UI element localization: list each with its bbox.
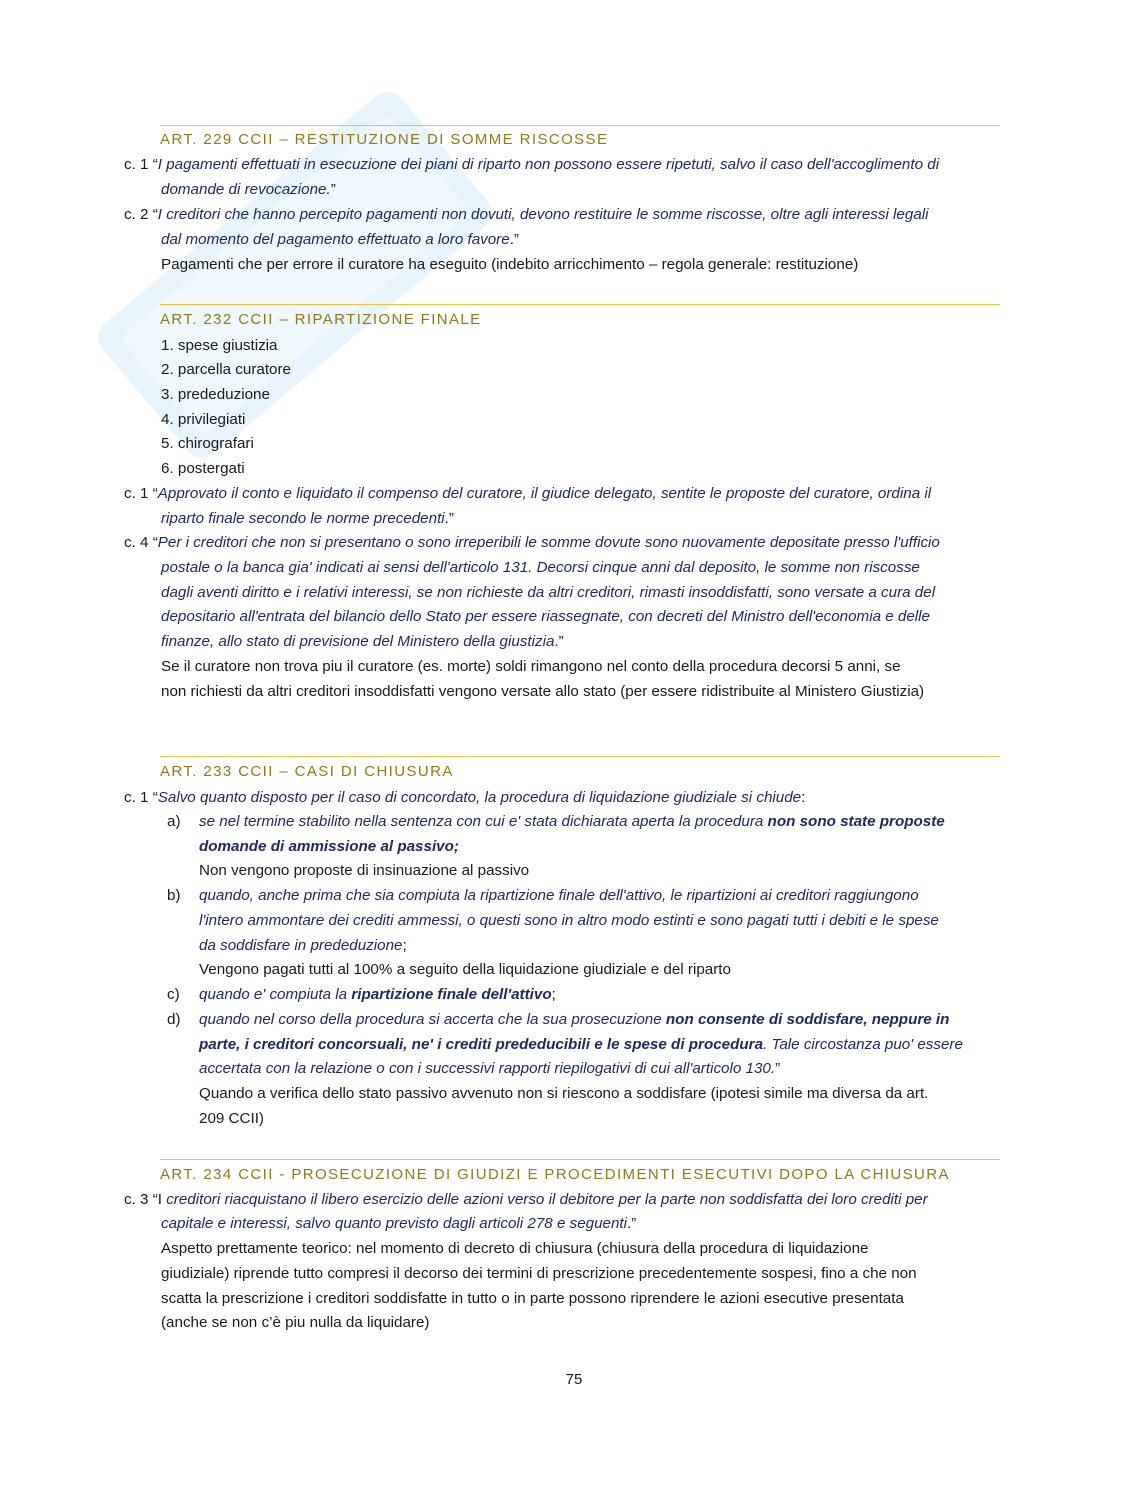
section-rule	[160, 1159, 1000, 1160]
list-item: 6. postergati	[161, 460, 245, 477]
section-rule	[160, 125, 1000, 126]
list-item: 1. spese giustizia	[161, 337, 278, 354]
list-item: 2. parcella curatore	[161, 361, 292, 378]
item-b-cont: l'intero ammontare dei crediti ammessi, o questi sono in altro modo estinti e sono pagati tutti i debiti e le spese	[199, 912, 939, 929]
paragraph-232-c4-cont: dagli aventi diritto e i relativi interessi, se non richieste da altri creditori, rimasti insoddisfatti, sono versate a cura del	[161, 584, 936, 601]
paragraph-232-c4-cont: postale o la banca gia' indicati ai sensi dell'articolo 131. Decorsi cinque anni dal deposito, le somme non riscosse	[161, 559, 920, 576]
item-d-cont: parte, i creditori concorsuali, ne' i crediti prededucibili e le spese di procedura. Tale circostanza puo' essere	[199, 1036, 963, 1053]
item-label-d: d)	[167, 1011, 181, 1028]
note-232-cont: non richiesti da altri creditori insoddisfatti vengono versate allo stato (per essere ridistribuite al Ministero Giustizia)	[161, 683, 925, 700]
section-rule	[160, 756, 1000, 757]
note-234-cont: scatta la prescrizione i creditori soddisfatte in tutto o in parte possono riprendere le azioni esecutive presentata	[161, 1290, 904, 1307]
paragraph-229-c2-cont: dal momento del pagamento effettuato a loro favore.”	[161, 231, 519, 248]
section-title-229: ART. 229 CCII – RESTITUZIONE DI SOMME RISCOSSE	[160, 131, 609, 148]
item-d-note-cont: 209 CCII)	[199, 1110, 264, 1127]
item-a-cont: domande di ammissione al passivo;	[199, 838, 459, 855]
note-234: Aspetto prettamente teorico: nel momento di decreto di chiusura (chiusura della procedura di liquidazione	[161, 1240, 869, 1257]
note-229: Pagamenti che per errore il curatore ha eseguito (indebito arricchimento – regola generale: restituzione)	[161, 256, 859, 273]
paragraph-229-c1-cont: domande di revocazione.”	[161, 181, 336, 198]
item-label-a: a)	[167, 813, 181, 830]
paragraph-232-c1: c. 1 “Approvato il conto e liquidato il compenso del curatore, il giudice delegato, sentite le proposte del curatore, ordina il	[124, 485, 932, 502]
paragraph-232-c4: c. 4 “Per i creditori che non si presentano o sono irreperibili le somme dovute sono nuovamente depositate presso l'ufficio	[124, 534, 940, 551]
item-label-c: c)	[167, 986, 180, 1003]
section-title-232: ART. 232 CCII – RIPARTIZIONE FINALE	[160, 311, 482, 328]
paragraph-229-c2: c. 2 “I creditori che hanno percepito pagamenti non dovuti, devono restituire le somme riscosse, oltre agli interessi legali	[124, 206, 929, 223]
item-label-b: b)	[167, 887, 181, 904]
note-234-cont: giudiziale) riprende tutto compresi il decorso dei termini di prescrizione precedentemente sospesi, fino a che non	[161, 1265, 917, 1282]
paragraph-229-c1: c. 1 “I pagamenti effettuati in esecuzione dei piani di riparto non possono essere ripetuti, salvo il caso dell'accoglimento di	[124, 156, 940, 173]
paragraph-232-c4-cont: depositario all'entrata del bilancio dello Stato per essere riassegnate, con decreti del Ministro dell'economia e delle	[161, 608, 930, 625]
item-d-cont: accertata con la relazione o con i successivi rapporti riepilogativi di cui all'articolo 130.”	[199, 1060, 781, 1077]
paragraph-234-c3-cont: capitale e interessi, salvo quanto previsto dagli articoli 278 e seguenti.”	[161, 1215, 637, 1232]
note-234-cont: (anche se non c’è piu nulla da liquidare)	[161, 1314, 430, 1331]
item-b-cont: da soddisfare in prededuzione;	[199, 937, 407, 954]
section-title-234: ART. 234 CCII - PROSECUZIONE DI GIUDIZI E PROCEDIMENTI ESECUTIVI DOPO LA CHIUSURA	[160, 1166, 950, 1183]
item-d-note: Quando a verifica dello stato passivo avvenuto non si riescono a soddisfare (ipotesi simile ma diversa da art.	[199, 1085, 929, 1102]
item-b-note: Vengono pagati tutti al 100% a seguito della liquidazione giudiziale e del riparto	[199, 961, 731, 978]
page-number: 75	[565, 1371, 583, 1388]
paragraph-234-c3: c. 3 “I creditori riacquistano il libero esercizio delle azioni verso il debitore per la parte non soddisfatta dei loro crediti per	[124, 1191, 928, 1208]
note-232: Se il curatore non trova piu il curatore (es. morte) soldi rimangono nel conto della procedura decorsi 5 anni, se	[161, 658, 901, 675]
paragraph-232-c4-cont: finanze, allo stato di previsione del Ministero della giustizia.”	[161, 633, 564, 650]
list-item: 5. chirografari	[161, 435, 254, 452]
item-b: quando, anche prima che sia compiuta la ripartizione finale dell'attivo, le ripartizioni ai creditori raggiungono	[199, 887, 919, 904]
item-d: quando nel corso della procedura si accerta che la sua prosecuzione non consente di soddisfare, neppure in	[199, 1011, 950, 1028]
item-c: quando e' compiuta la ripartizione finale dell'attivo;	[199, 986, 556, 1003]
list-item: 3. prededuzione	[161, 386, 270, 403]
item-a: se nel termine stabilito nella sentenza con cui e' stata dichiarata aperta la procedura non sono state proposte	[199, 813, 945, 830]
section-title-233: ART. 233 CCII – CASI DI CHIUSURA	[160, 763, 454, 780]
paragraph-232-c1-cont: riparto finale secondo le norme precedenti.”	[161, 510, 454, 527]
item-a-note: Non vengono proposte di insinuazione al passivo	[199, 862, 530, 879]
section-rule	[160, 304, 1000, 305]
paragraph-233-c1: c. 1 “Salvo quanto disposto per il caso di concordato, la procedura di liquidazione giudiziale si chiude:	[124, 789, 806, 806]
list-item: 4. privilegiati	[161, 411, 246, 428]
